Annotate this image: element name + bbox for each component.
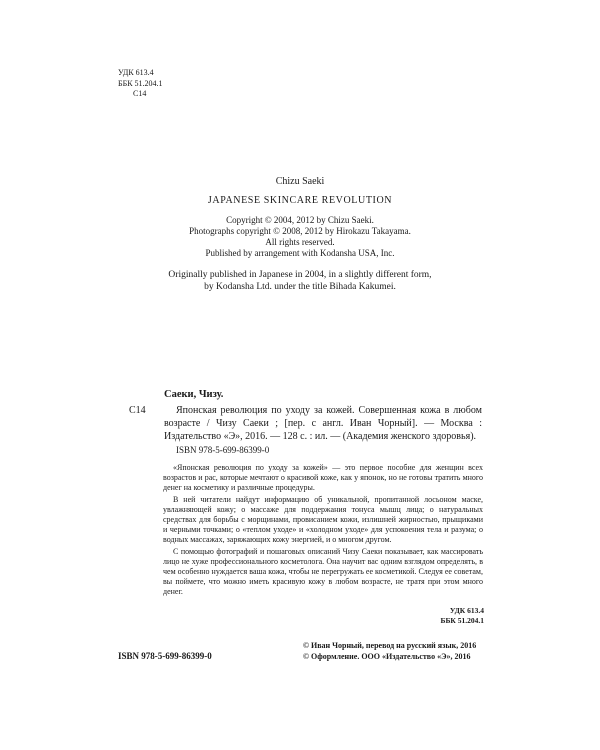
catalog-author-mark: С14 (129, 405, 146, 416)
footer-copyrights (303, 640, 476, 662)
udk-code: УДК 613.4 (118, 68, 154, 77)
copyright-line: Photographs copyright © 2008, 2012 by Hirokazu Takayama. (189, 226, 411, 236)
catalog-author: Саеки, Чизу. (164, 389, 224, 400)
translation-copyright: © Иван Чорный, перевод на русский язык, 2016 (303, 641, 477, 650)
catalog-description: Японская революция по уходу за кожей. Совершенная кожа в любом возрасте / Чизу Саеки ; [пер. с англ. Иван Чорный]. — Москва : Издательство «Э», 2016. — 128 с. : ил. — (Академия женского здоровья). (164, 405, 482, 442)
catalog-isbn: ISBN 978-5-699-86399-0 (176, 445, 270, 455)
bbk-code-bottom: ББК 51.204.1 (440, 616, 484, 625)
english-imprint (0, 175, 600, 293)
annotation-paragraph: В ней читатели найдут информацию об уникальной, пропитанной лосьоном маске, увлажняющей кожу; о массаже для поддержания тонуса мышц лица; о натуральных средствах для борьбы с морщинами, провисанием кожи, излишней жирностью, прыщиками и черными точками; о «теплом уходе» и «холодном уходе» для успокоения тела и разума; о водных массажах, заряжающих кожу энергией, и о многом другом. (163, 495, 483, 544)
design-copyright: © Оформление. ООО «Издательство «Э», 2016 (303, 652, 471, 661)
footer-isbn: ISBN 978-5-699-86399-0 (118, 651, 212, 661)
annotation-paragraph: С помощью фотографий и пошаговых описаний Чизу Саеки показывает, как массировать лицо не хуже профессионального косметолога. Она научит вас одним взглядом определять, в чем особенно нуждается ваша кожа, чтобы не перегружать ее косметикой. Следуя ее советам, вы поймете, что можно иметь красивую кожу в любом возрасте, не тратя при этом много денег. (163, 547, 483, 596)
copyright-notice (0, 215, 600, 259)
copyright-line: Copyright © 2004, 2012 by Chizu Saeki. (226, 215, 374, 225)
annotation-paragraph: «Японская революция по уходу за кожей» — это первое пособие для женщин всех возрастов и рас, которые мечтают о красивой коже, как у японок, но не готовы тратить много денег на косметику и различные процедуры. (163, 463, 483, 492)
original-line: by Kodansha Ltd. under the title Bihada Kakumei. (204, 282, 396, 292)
original-publication-note (0, 269, 600, 293)
classification-bottom (440, 606, 484, 626)
annotation (163, 463, 483, 599)
copyright-line: All rights reserved. (265, 237, 335, 247)
copyright-line: Published by arrangement with Kodansha USA, Inc. (205, 248, 395, 258)
classification-top (118, 68, 163, 100)
bbk-code: ББК 51.204.1 (118, 78, 163, 88)
english-author: Chizu Saeki (275, 176, 325, 187)
original-line: Originally published in Japanese in 2004, in a slightly different form, (168, 270, 432, 280)
english-title: JAPANESE SKINCARE REVOLUTION (207, 195, 393, 206)
author-mark: С14 (133, 89, 147, 98)
udk-code-bottom: УДК 613.4 (449, 606, 484, 615)
